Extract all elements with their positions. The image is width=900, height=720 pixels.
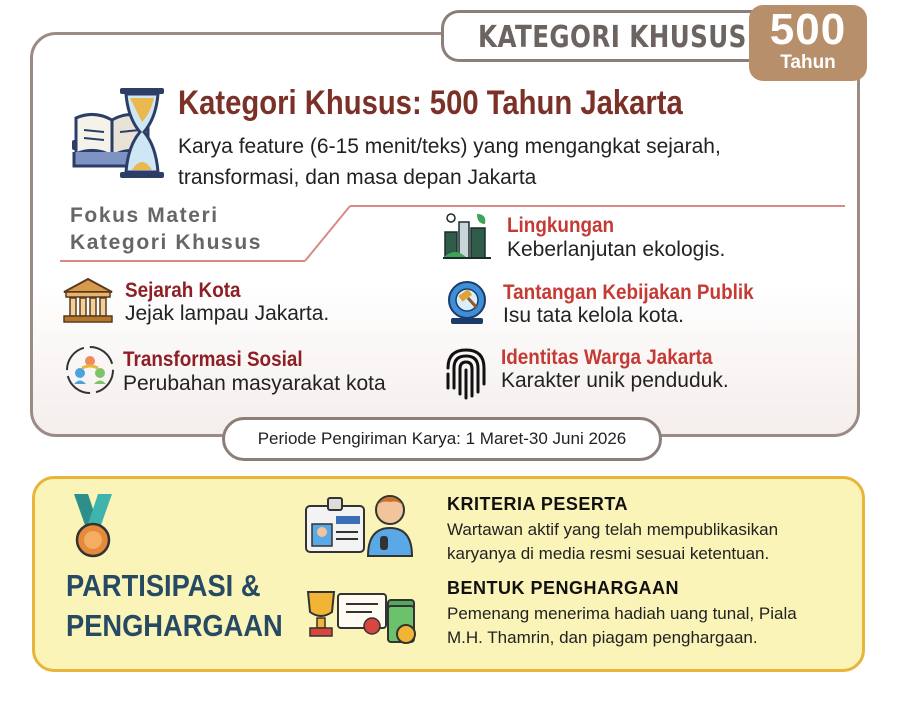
award-line: Pemenang menerima hadiah uang tunal, Piala [447, 604, 797, 623]
criteria-line: karyanya di media resmi sesuai ketentuan. [447, 544, 770, 563]
book-hourglass-icon [70, 88, 170, 183]
trophy-money-icon [302, 586, 420, 648]
submission-period: Periode Pengiriman Karya: 1 Maret-30 Juni 2026 [222, 417, 662, 461]
topic-title: Lingkungan [507, 214, 615, 237]
award-line: M.H. Thamrin, dan piagam penghargaan. [447, 628, 758, 647]
award-title: BENTUK PENGHARGAAN [447, 578, 680, 598]
focus-heading-line: Kategori Khusus [70, 231, 263, 254]
award-description [447, 602, 797, 650]
gavel-gear-icon [441, 278, 493, 328]
description-line: transformasi, dan masa depan Jakarta [178, 166, 537, 189]
badge-number: 500 [769, 5, 847, 54]
topic-title: Tantangan Kebijakan Publik [503, 281, 754, 304]
criteria-description [447, 518, 778, 566]
criteria-title: KRITERIA PESERTA [447, 494, 629, 514]
focus-heading-line: Fokus Materi [70, 204, 219, 227]
participation-heading-line: PENGHARGAAN [66, 608, 283, 643]
topic-title: Transformasi Sosial [123, 348, 303, 371]
focus-heading [70, 202, 330, 256]
fingerprint-icon [440, 344, 492, 400]
topic-description: Perubahan masyarakat kota [123, 372, 386, 395]
community-cycle-icon [64, 344, 116, 396]
topic-description: Karakter unik penduduk. [501, 369, 729, 392]
topic-description: Isu tata kelola kota. [503, 304, 684, 327]
topic-description: Keberlanjutan ekologis. [507, 238, 726, 261]
category-description [178, 131, 858, 193]
museum-icon [62, 276, 114, 324]
participation-heading-line: PARTISIPASI & [66, 568, 261, 603]
press-reporter-icon [304, 492, 416, 558]
badge-label: Tahun [780, 52, 836, 73]
topic-description: Jejak lampau Jakarta. [125, 302, 330, 325]
participation-heading [66, 566, 283, 646]
criteria-line: Wartawan aktif yang telah mempublikasikan [447, 520, 779, 539]
description-line: Karya feature (6-15 menit/teks) yang mengangkat sejarah, [178, 135, 721, 158]
page-title: Kategori Khusus: 500 Tahun Jakarta [178, 84, 683, 122]
topic-title: Identitas Warga Jakarta [501, 346, 713, 369]
eco-city-icon [441, 210, 493, 262]
anniversary-badge [749, 5, 867, 81]
topic-title: Sejarah Kota [125, 279, 241, 302]
header-tab-label: KATEGORI KHUSUS [478, 20, 747, 55]
medal-icon [70, 494, 116, 560]
